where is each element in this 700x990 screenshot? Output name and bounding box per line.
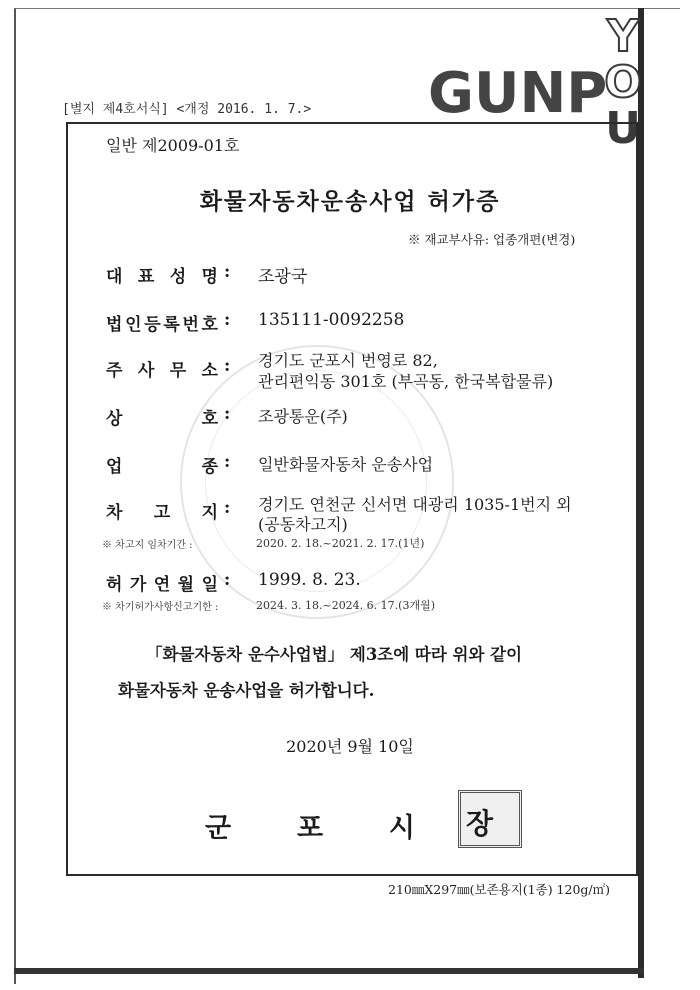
label-char: 업 <box>106 457 123 477</box>
colon: : <box>224 262 231 282</box>
corp-reg-no-label <box>106 310 218 335</box>
next-report-note-label: ※ 차기허가사항신고기한 : <box>102 602 219 613</box>
business-type-value: 일반화물자동차 운송사업 <box>258 455 434 474</box>
colon: : <box>224 356 231 376</box>
label-char: 호 <box>201 409 218 429</box>
representative-label <box>106 262 218 287</box>
label-char: 등 <box>144 315 161 335</box>
label-char: 주 <box>106 361 123 381</box>
permit-date-value: 1999. 8. 23. <box>258 570 361 590</box>
scan-shadow-bottom <box>14 968 644 974</box>
office-value-line1: 경기도 군포시 번영로 82, <box>258 351 438 370</box>
label-char: 소 <box>201 361 218 381</box>
reissue-reason: ※ 재교부사유: 업종개편(변경) <box>408 232 576 247</box>
garage-value-line1: 경기도 연천군 신서면 대광리 1035-1번지 외 <box>258 495 572 514</box>
colon: : <box>224 310 231 330</box>
colon: : <box>224 498 231 518</box>
label-char: 표 <box>137 267 155 287</box>
label-char: 무 <box>169 361 187 381</box>
label-char: 대 <box>106 267 123 287</box>
permit-date-label <box>106 570 218 595</box>
label-char: 록 <box>163 315 180 335</box>
issue-date: 2020년 9월 10일 <box>286 737 414 756</box>
garage-label <box>106 498 218 523</box>
label-char: 번 <box>182 315 199 335</box>
watermark-gunpo: GUNP <box>428 61 608 126</box>
watermark-letter: O <box>604 57 642 108</box>
label-char: 인 <box>125 315 142 335</box>
trade-name-value: 조광통운(주) <box>258 407 348 426</box>
label-char: 사 <box>137 361 155 381</box>
corp-reg-no-value: 135111-0092258 <box>258 310 405 330</box>
issuer-char: 군 <box>205 813 232 844</box>
colon: : <box>224 570 231 590</box>
garage-lease-note-value: 2020. 2. 18.~2021. 2. 17.(1년) <box>256 537 425 550</box>
next-report-note-value: 2024. 3. 18.~2024. 6. 17.(3개월) <box>256 599 435 612</box>
label-char: 명 <box>201 267 218 287</box>
garage-lease-note-label: ※ 차고지 임차기간 : <box>102 540 193 551</box>
watermark-letter: Y <box>607 11 639 62</box>
colon: : <box>224 404 231 424</box>
watermark-letter: U <box>605 103 641 154</box>
label-char: 고 <box>153 503 171 523</box>
statement-line2: 화물자동차 운송사업을 허가합니다. <box>118 681 375 700</box>
stamp-char: 장 <box>466 807 494 840</box>
office-value-line2: 관리편익동 301호 (부곡동, 한국복합물류) <box>258 372 554 391</box>
garage-value-line2: (공동차고지) <box>258 515 348 534</box>
representative-value: 조광국 <box>258 267 308 287</box>
office-label <box>106 356 218 381</box>
label-char: 성 <box>169 267 187 287</box>
label-char: 연 <box>153 575 171 595</box>
issuer-char: 포 <box>296 813 324 844</box>
issuer-name <box>205 806 415 845</box>
label-char: 호 <box>201 315 218 335</box>
issuer-char: 시 <box>388 813 415 844</box>
label-char: 차 <box>106 503 123 523</box>
colon: : <box>224 452 231 472</box>
label-char: 허 <box>106 575 123 595</box>
label-char: 종 <box>201 457 218 477</box>
page-title: 화물자동차운송사업 허가증 <box>199 188 501 215</box>
paper-spec: 210㎜X297㎜(보존용지(1종) 120g/㎡) <box>388 882 610 897</box>
label-char: 가 <box>129 575 147 595</box>
label-char: 지 <box>201 503 218 523</box>
business-type-label <box>106 452 218 477</box>
label-char: 법 <box>106 315 123 335</box>
trade-name-label <box>106 404 218 429</box>
label-char: 상 <box>106 409 123 429</box>
statement-line1: 「화물자동차 운수사업법」 제3조에 따라 위와 같이 <box>146 645 523 664</box>
document-number: 일반 제2009-01호 <box>106 136 240 155</box>
form-number: [별지 제4호서식] <개정 2016. 1. 7.> <box>62 102 312 117</box>
label-char: 월 <box>177 575 195 595</box>
label-char: 일 <box>201 575 218 595</box>
